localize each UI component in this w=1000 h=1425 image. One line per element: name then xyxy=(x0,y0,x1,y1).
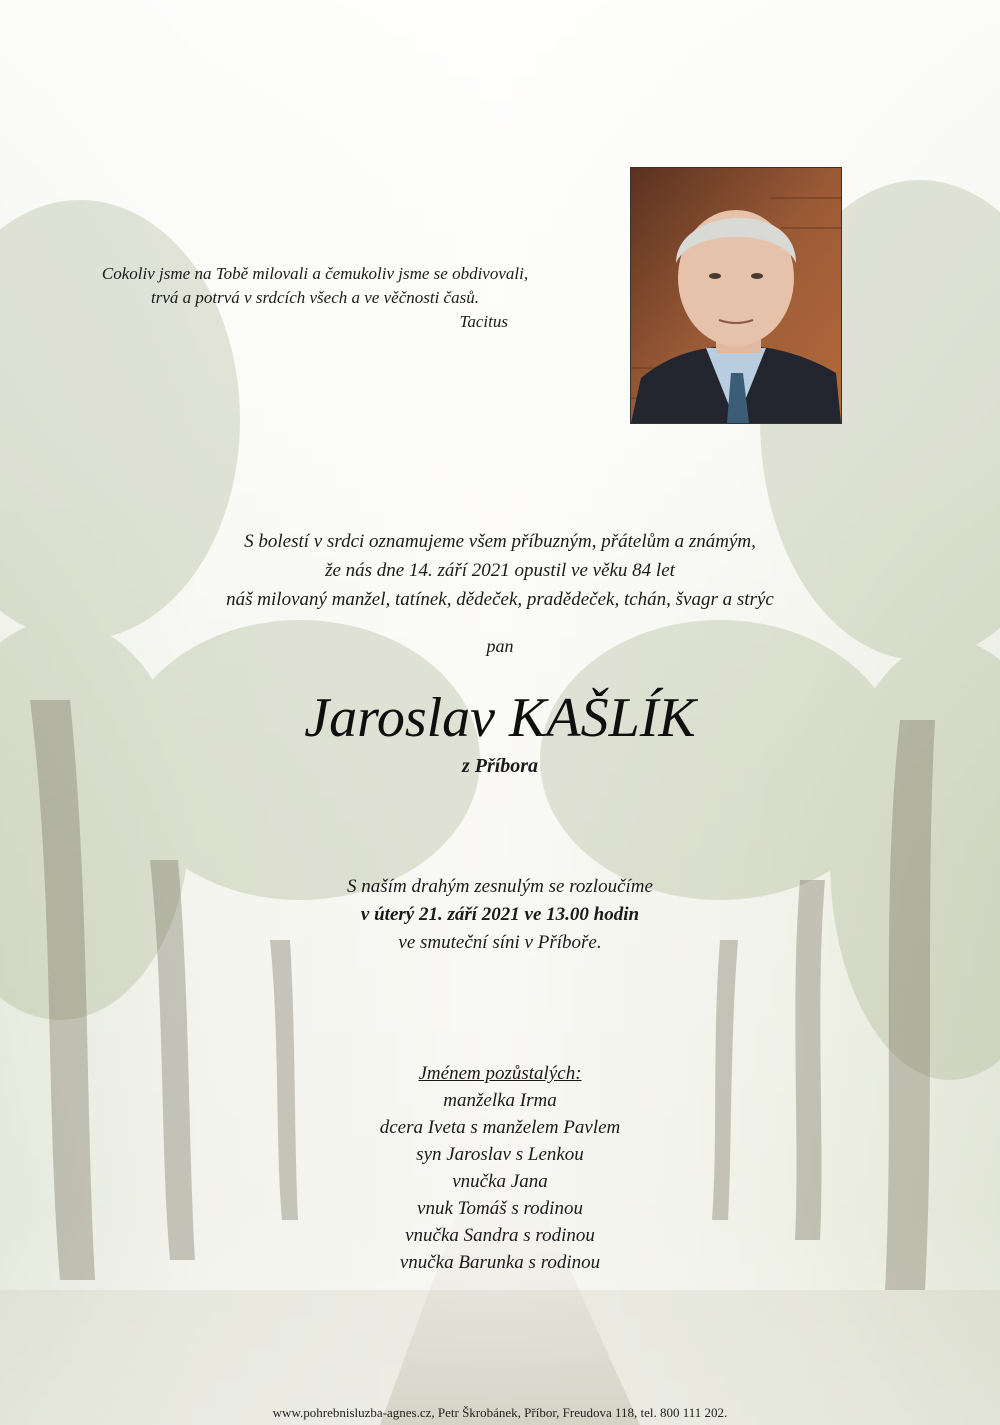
survivor-item: vnučka Sandra s rodinou xyxy=(405,1225,595,1246)
quote-line: trvá a potrvá v srdcích všech a ve věčnosti časů. xyxy=(151,288,479,307)
salutation: pan xyxy=(486,636,514,656)
deceased-origin: z Příbora xyxy=(461,755,539,777)
survivor-item: manželka Irma xyxy=(443,1090,557,1111)
quote-block xyxy=(60,262,570,334)
survivors-heading: Jménem pozůstalých: xyxy=(418,1063,582,1084)
funeral-service-footer: www.pohrebnisluzba-agnes.cz, Petr Škrobánek, Příbor, Freudova 118, tel. 800 111 202. xyxy=(272,1405,728,1420)
announcement-line: S bolestí v srdci oznamujeme všem příbuzným, přátelům a známým, xyxy=(244,531,756,552)
survivors-block xyxy=(250,1060,750,1276)
survivor-item: vnuk Tomáš s rodinou xyxy=(417,1198,583,1219)
deceased-name: Jaroslav KAŠLÍK xyxy=(304,687,696,749)
portrait-photo xyxy=(630,167,842,424)
announcement-text xyxy=(150,527,850,614)
survivor-item: syn Jaroslav s Lenkou xyxy=(416,1144,584,1165)
funeral-venue: ve smuteční síni v Příboře. xyxy=(398,932,602,953)
announcement-line: náš milovaný manžel, tatínek, dědeček, pradědeček, tchán, švagr a strýc xyxy=(226,589,774,610)
portrait-image xyxy=(631,168,841,423)
survivor-item: vnučka Barunka s rodinou xyxy=(399,1252,601,1273)
funeral-date: v úterý 21. září 2021 ve 13.00 hodin xyxy=(360,904,640,925)
funeral-line: S naším drahým zesnulým se rozloučíme xyxy=(347,876,653,897)
survivor-item: dcera Iveta s manželem Pavlem xyxy=(379,1117,621,1138)
quote-author: Tacitus xyxy=(459,312,508,331)
announcement-line: že nás dne 14. září 2021 opustil ve věku 84 let xyxy=(325,560,675,581)
quote-line: Cokoliv jsme na Tobě milovali a čemukoliv jsme se obdivovali, xyxy=(101,264,529,283)
survivor-item: vnučka Jana xyxy=(452,1171,548,1192)
funeral-info xyxy=(200,873,800,957)
